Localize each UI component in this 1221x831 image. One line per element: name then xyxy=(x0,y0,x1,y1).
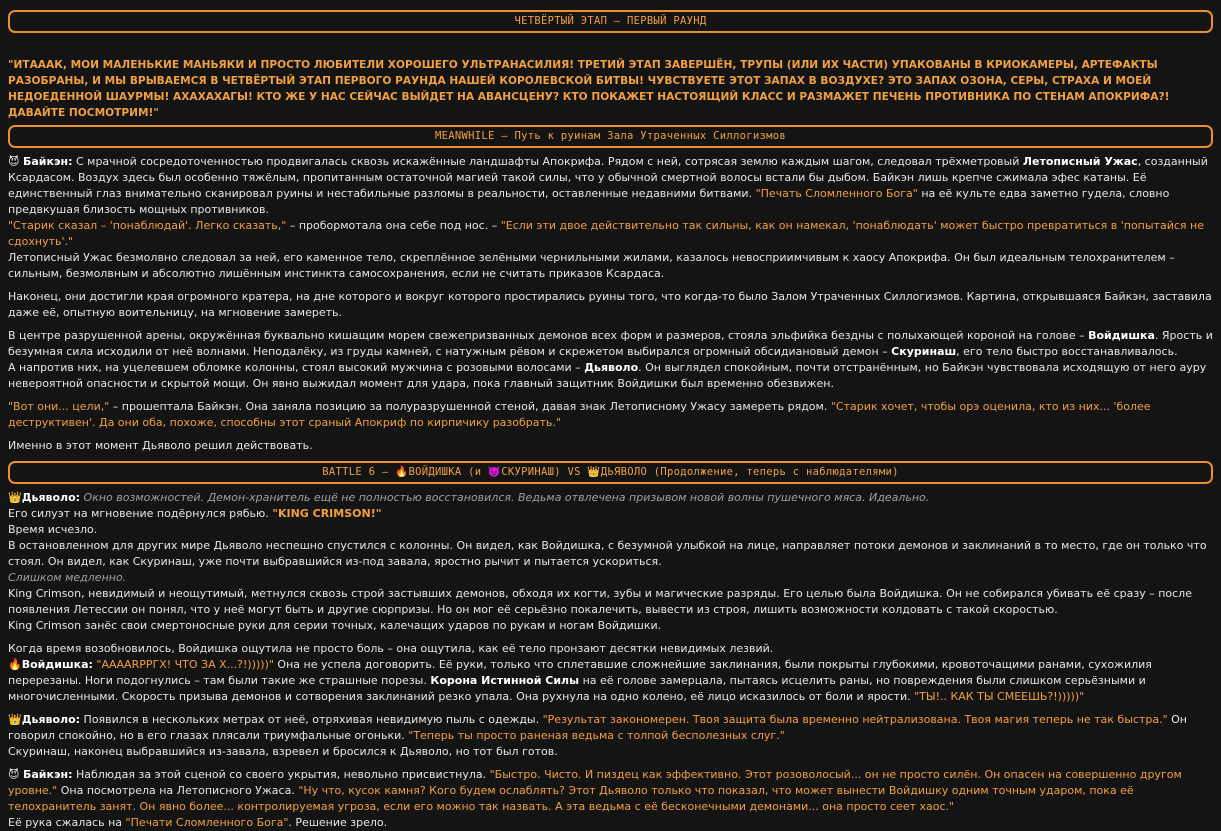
meanwhile-header: MEANWHILE – Путь к руинам Зала Утраченных Силлогизмов xyxy=(8,125,1213,148)
paragraph-arena: В центре разрушенной арены, окружённая буквально кишащим морем свежепризванных демонов всех форм и размеров, стояла эльфийка бездны с полыхающей короной на голове – Войдишка. Ярость и безумная сила исходили от неё волнами. Неподалёку, из груды камней, с натужным рёвом и скрежетом выбирался огромный обсидиановый демон – Скуринаш, его тело быстро восстанавливалось. А напротив них, на уцелевшем обломке колонны, стоял высокий мужчина с розовыми волосами – Дьяволо. Он выглядел спокойным, почти отстранённым, но Байкэн чувствовала исходящую от него ауру невероятной опасности и скрытой мощи. Он явно выжидал момент для удара, пока главный защитник Войдишки был временно обезвижен. xyxy=(8,329,1213,390)
stage-header: ЧЕТВЁРТЫЙ ЭТАП – ПЕРВЫЙ РАУНД xyxy=(8,10,1213,33)
announcer-intro: "ИТАААК, МОИ МАЛЕНЬКИЕ МАНЬЯКИ И ПРОСТО ЛЮБИТЕЛИ ХОРОШЕГО УЛЬТРАНАСИЛИЯ! ТРЕТИЙ ЭТАП ЗАВЕРШЁН, ТРУПЫ (ИЛИ ИХ ЧАСТИ) УПАКОВАНЫ В КРИОКАМЕРЫ, АРТЕФАКТЫ РАЗОБРАНЫ, И МЫ ВРЫВАЕМСЯ В ЧЕТВЁРТЫЙ ЭТАП ПЕРВОГО РАУНДА НАШЕЙ КОРОЛЕВСКОЙ БИТВЫ! ЧУВСТВУЕТЕ ЭТОТ ЗАПАХ В ВОЗДУХЕ? ЭТО ЗАПАХ ОЗОНА, СЕРЫ, СТРАХА И МОЕЙ НЕДОЕДЕННОЙ ШАУРМЫ! АХАХАХАГЫ! КТО ЖЕ У НАС СЕЙЧАС ВЫЙДЕТ НА АВАНСЦЕНУ? КТО ПОКАЖЕТ НАСТОЯЩИЙ КЛАСС И РАЗМАЖЕТ ПЕЧЕНЬ ПРОТИВНИКА ПО СТЕНАМ АПОКРИФА?! ДАВАЙТЕ ПОСМОТРИМ!" xyxy=(8,59,1170,119)
paragraph-diavolo-speaks: 👑Дьяволо: Появился в нескольких метрах от неё, отряхивая невидимую пыль с одежды. "Результат закономерен. Твоя защита была временно нейтрализована. Твоя магия теперь не так быстра." Он говорил спокойно, но в его глазах плясали триумфальные огоньки. "Теперь ты просто раненая ведьма с толпой бесполезных слуг." Скуринаш, наконец выбравшийся из-завала, взревел и бросился к Дьяволо, но тот был готов. xyxy=(8,713,1187,758)
battle-header: BATTLE 6 – 🔥ВОЙДИШКА (и 😈СКУРИНАШ) VS 👑ДЬЯВОЛО (Продолжение, теперь с наблюдателями) xyxy=(8,461,1213,484)
paragraph-baiken-intro: 😈 Байкэн: С мрачной сосредоточенностью продвигалась сквозь искажённые ландшафты Апокрифа. Рядом с ней, сотрясая землю каждым шагом, следовал трёхметровый Летописный Ужас, созданный Ксардасом. Воздух здесь был особенно тяжёлым, пропитанным остаточной магией такой силы, что у обычной смертной волосы встали бы дыбом. Байкэн лишь крепче сжимала эфес катаны. Её единственный глаз внимательно сканировал руины и нестабильные разломы в реальности, оставленные недавними битвами. "Печать Сломленного Бога" на её культе едва заметно гудела, словно предвкушая близость мощных противников. "Старик сказал – 'понаблюдай'. Легко сказать," – пробормотала она себе под нос. – "Если эти двое действительно так сильны, как он намекал, 'понаблюдать' может быстро превратиться в 'попытайся не сдохнуть'." Летописный Ужас безмолвно следовал за ней, его каменное тело, скреплённое зелёными чернильными жилами, казалось невосприимчивым к хаосу Апокрифа. Он был идеальным телохранителем – сильным, безмолвным и абсолютно лишённым инстинкта самосохранения, если не считать приказов Ксардаса. xyxy=(8,155,1208,280)
paragraph-targets: "Вот они... цели," – прошептала Байкэн. Она заняла позицию за полуразрушенной стеной, давая знак Летописному Ужасу замереть рядом. "Старик хочет, чтобы орэ оценила, кто из них... 'более деструктивен'. Да они оба, похоже, способны этот сраный Апокриф по кирпичику разобрать." xyxy=(8,400,1151,429)
paragraph-king-crimson: 👑Дьяволо: Окно возможностей. Демон-хранитель ещё не полностью восстановился. Ведьма отвлечена призывом новой волны пушечного мяса. Идеально. Его силуэт на мгновение подёрнулся рябью. "KING CRIMSON!" Время исчезло. В остановленном для других мире Дьяволо неспешно спустился с колонны. Он видел, как Войдишка, с безумной улыбкой на лице, направляет потоки демонов и заклинаний в то место, где он только что стоял. Он видел, как Скуринаш, уже почти выбравшийся из-под завала, яростно рычит и пытается ускориться. Слишком медленно. King Crimson, невидимый и неощутимый, метнулся сквозь строй застывших демонов, обходя их когти, зубы и магические разряды. Его целью была Войдишка. Он не собирался убивать её сразу – после появления Летессии он понял, что у неё могут быть и другие сюрпризы. Но он мог её серьёзно покалечить, вывести из строя, лишить возможности колдовать с такой скоростью. King Crimson занёс свои смертоносные руки для серии точных, калечащих ударов по рукам и ногам Войдишки. xyxy=(8,491,1207,632)
paragraph-baiken-decides: 😈 Байкэн: Наблюдая за этой сценой со своего укрытия, невольно присвистнула. "Быстро. Чисто. И пиздец как эффективно. Этот розоволосый... он не просто силён. Он опасен на совершенно другом уровне." Она посмотрела на Летописного Ужаса. "Ну что, кусок камня? Кого будем ослаблять? Этот Дьяволо только что показал, что может вынести Войдишку одним точным ударом, пока её телохранитель занят. Он явно более... контролируемая угроза, если его можно так назвать. А эта ведьма с её бесконечными демонами... она просто сеет хаос." Её рука сжалась на "Печати Сломленного Бога". Решение зрело. xyxy=(8,768,1182,829)
paragraph-diavolo-acts: Именно в этот момент Дьяволо решил действовать. xyxy=(8,439,313,452)
paragraph-voidishka-wounded: Когда время возобновилось, Войдишка ощутила не просто боль – она ощутила, как её тело пронзают десятки невидимых лезвий. 🔥Войдишка: "АААARРРГХ! ЧТО ЗА Х...?!)))))" Она не успела договорить. Её руки, только что сплетавшие сложнейшие заклинания, были покрыты глубокими, кровоточащими ранами, сухожилия перерезаны. Ноги подогнулись – там были такие же страшные порезы. Корона Истинной Силы на её голове замерцала, пытаясь исцелить раны, но повреждения были слишком серьёзными и многочисленными. Скорость призыва демонов и сотворения заклинаний резко упала. Она рухнула на одно колено, её лицо исказилось от боли и ярости. "ТЫ!.. КАК ТЫ СМЕЕШЬ?!)))))" xyxy=(8,642,1152,703)
paragraph-crater: Наконец, они достигли края огромного кратера, на дне которого и вокруг которого простирались руины того, что когда-то было Залом Утраченных Силлогизмов. Картина, открывшаяся Байкэн, заставила даже её, опытную воительницу, на мгновение замереть. xyxy=(8,290,1212,319)
